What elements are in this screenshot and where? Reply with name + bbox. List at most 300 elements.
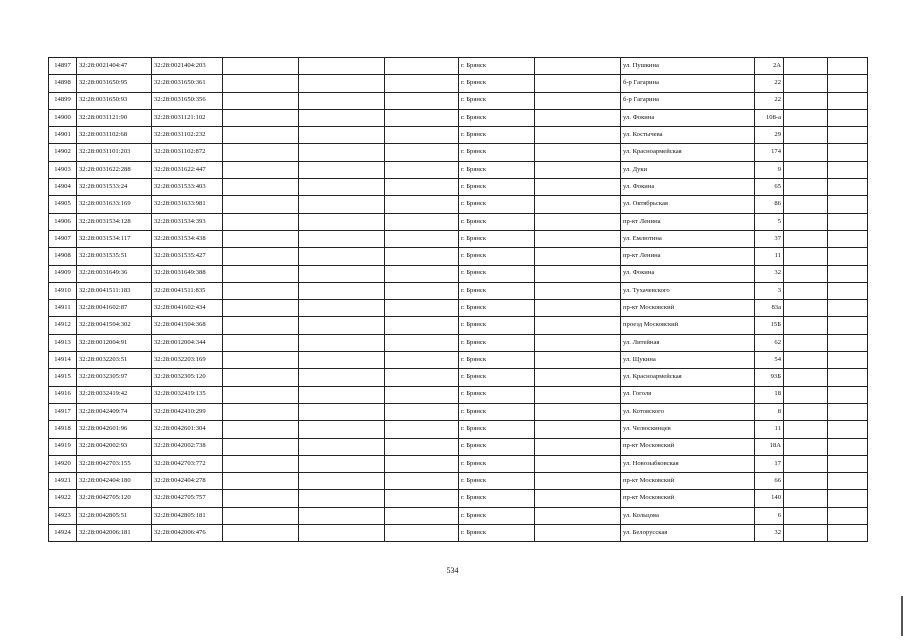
street-cell: ул. Костычева	[621, 127, 755, 144]
house-number-cell: 174	[755, 144, 784, 161]
empty-cell	[299, 92, 385, 109]
house-number-cell: 18	[755, 386, 784, 403]
cadastral-number-cell: 32:28:0031534:128	[77, 213, 152, 230]
empty-cell	[535, 127, 621, 144]
cadastral-number-cell: 32:28:0042002:93	[77, 438, 152, 455]
cadastral-number-cell: 32:28:0031121:102	[152, 109, 223, 126]
empty-cell	[299, 196, 385, 213]
empty-cell	[535, 248, 621, 265]
street-cell: ул. Фокина	[621, 265, 755, 282]
empty-cell	[299, 265, 385, 282]
cadastral-number-cell: 32:28:0031534:117	[77, 230, 152, 247]
street-cell: ул. Литейная	[621, 334, 755, 351]
empty-cell	[828, 179, 868, 196]
cadastral-number-cell: 32:28:0042409:74	[77, 403, 152, 420]
empty-cell	[828, 386, 868, 403]
empty-cell	[299, 161, 385, 178]
empty-cell	[828, 248, 868, 265]
street-cell: ул. Октябрьская	[621, 196, 755, 213]
table-row	[49, 213, 868, 230]
cadastral-number-cell: 32:28:0031535:427	[152, 248, 223, 265]
cadastral-number-cell: 32:28:0031650:95	[77, 75, 152, 92]
house-number-cell: 5	[755, 213, 784, 230]
empty-cell	[828, 265, 868, 282]
empty-cell	[784, 334, 828, 351]
empty-cell	[223, 317, 299, 334]
row-number-cell: 14909	[49, 265, 77, 282]
row-number-cell: 14910	[49, 282, 77, 299]
empty-cell	[299, 386, 385, 403]
empty-cell	[535, 196, 621, 213]
cadastral-number-cell: 32:28:0031101:203	[77, 144, 152, 161]
table-body	[49, 58, 868, 542]
city-cell: г. Брянск	[459, 161, 535, 178]
empty-cell	[299, 300, 385, 317]
empty-cell	[299, 109, 385, 126]
empty-cell	[828, 300, 868, 317]
empty-cell	[535, 144, 621, 161]
empty-cell	[784, 109, 828, 126]
street-cell: б-р Гагарина	[621, 92, 755, 109]
cadastral-number-cell: 32:28:0031622:288	[77, 161, 152, 178]
empty-cell	[828, 109, 868, 126]
table-row	[49, 144, 868, 161]
empty-cell	[385, 352, 459, 369]
row-number-cell: 14915	[49, 369, 77, 386]
empty-cell	[385, 282, 459, 299]
empty-cell	[535, 213, 621, 230]
street-cell: ул. Тухачевского	[621, 282, 755, 299]
city-cell: г. Брянск	[459, 58, 535, 75]
empty-cell	[385, 369, 459, 386]
street-cell: пр-кт Ленина	[621, 248, 755, 265]
row-number-cell: 14908	[49, 248, 77, 265]
empty-cell	[828, 352, 868, 369]
empty-cell	[784, 352, 828, 369]
cadastral-number-cell: 32:28:0042703:155	[77, 455, 152, 472]
empty-cell	[535, 421, 621, 438]
empty-cell	[385, 490, 459, 507]
row-number-cell: 14911	[49, 300, 77, 317]
table-row	[49, 438, 868, 455]
house-number-cell: 15Б	[755, 317, 784, 334]
empty-cell	[385, 300, 459, 317]
table-row	[49, 334, 868, 351]
row-number-cell: 14913	[49, 334, 77, 351]
empty-cell	[223, 92, 299, 109]
empty-cell	[784, 438, 828, 455]
cadastral-number-cell: 32:28:0031534:438	[152, 230, 223, 247]
street-cell: пр-кт Ленина	[621, 213, 755, 230]
city-cell: г. Брянск	[459, 403, 535, 420]
empty-cell	[299, 127, 385, 144]
empty-cell	[299, 75, 385, 92]
cadastral-number-cell: 32:28:0042601:96	[77, 421, 152, 438]
street-cell: пр-кт Московский	[621, 490, 755, 507]
cadastral-number-cell: 32:28:0042002:738	[152, 438, 223, 455]
empty-cell	[223, 334, 299, 351]
empty-cell	[223, 144, 299, 161]
empty-cell	[828, 230, 868, 247]
empty-cell	[223, 282, 299, 299]
cadastral-number-cell: 32:28:0042805:51	[77, 507, 152, 524]
city-cell: г. Брянск	[459, 421, 535, 438]
empty-cell	[535, 473, 621, 490]
empty-cell	[385, 213, 459, 230]
empty-cell	[784, 213, 828, 230]
empty-cell	[784, 421, 828, 438]
house-number-cell: 6	[755, 507, 784, 524]
empty-cell	[784, 386, 828, 403]
cadastral-number-cell: 32:28:0032419:42	[77, 386, 152, 403]
cadastral-number-cell: 32:28:0031102:872	[152, 144, 223, 161]
cadastral-number-cell: 32:28:0042404:180	[77, 473, 152, 490]
empty-cell	[223, 265, 299, 282]
empty-cell	[299, 282, 385, 299]
empty-cell	[535, 490, 621, 507]
house-number-cell: 54	[755, 352, 784, 369]
city-cell: г. Брянск	[459, 127, 535, 144]
empty-cell	[385, 161, 459, 178]
empty-cell	[784, 507, 828, 524]
street-cell: ул. Новозыбковская	[621, 455, 755, 472]
street-cell: ул. Емлютина	[621, 230, 755, 247]
table-row	[49, 455, 868, 472]
cadastral-number-cell: 32:28:0041511:183	[77, 282, 152, 299]
table-row	[49, 92, 868, 109]
empty-cell	[828, 473, 868, 490]
street-cell: ул. Пушкина	[621, 58, 755, 75]
empty-cell	[535, 230, 621, 247]
street-cell: пр-кт Московский	[621, 473, 755, 490]
street-cell: пр-кт Московский	[621, 300, 755, 317]
row-number-cell: 14914	[49, 352, 77, 369]
city-cell: г. Брянск	[459, 179, 535, 196]
empty-cell	[535, 265, 621, 282]
empty-cell	[535, 438, 621, 455]
empty-cell	[784, 455, 828, 472]
empty-cell	[535, 455, 621, 472]
cadastral-number-cell: 32:28:0031650:356	[152, 92, 223, 109]
empty-cell	[828, 92, 868, 109]
empty-cell	[784, 282, 828, 299]
empty-cell	[385, 196, 459, 213]
row-number-cell: 14916	[49, 386, 77, 403]
table-row	[49, 369, 868, 386]
cadastral-number-cell: 32:28:0031102:68	[77, 127, 152, 144]
street-cell: ул. Щукина	[621, 352, 755, 369]
empty-cell	[784, 58, 828, 75]
cadastral-number-cell: 32:28:0032305:120	[152, 369, 223, 386]
house-number-cell: 22	[755, 92, 784, 109]
empty-cell	[784, 525, 828, 542]
city-cell: г. Брянск	[459, 455, 535, 472]
table-row	[49, 109, 868, 126]
empty-cell	[299, 455, 385, 472]
empty-cell	[223, 248, 299, 265]
cadastral-number-cell: 32:28:0031650:93	[77, 92, 152, 109]
cadastral-number-cell: 32:28:0031650:361	[152, 75, 223, 92]
empty-cell	[828, 75, 868, 92]
table-row	[49, 248, 868, 265]
cadastral-number-cell: 32:28:0031633:169	[77, 196, 152, 213]
empty-cell	[784, 369, 828, 386]
city-cell: г. Брянск	[459, 92, 535, 109]
row-number-cell: 14923	[49, 507, 77, 524]
empty-cell	[299, 317, 385, 334]
empty-cell	[535, 92, 621, 109]
empty-cell	[828, 421, 868, 438]
empty-cell	[828, 490, 868, 507]
empty-cell	[299, 213, 385, 230]
empty-cell	[784, 248, 828, 265]
city-cell: г. Брянск	[459, 369, 535, 386]
empty-cell	[223, 230, 299, 247]
empty-cell	[223, 490, 299, 507]
cadastral-number-cell: 32:28:0032203:51	[77, 352, 152, 369]
cadastral-number-cell: 32:28:0031622:447	[152, 161, 223, 178]
empty-cell	[223, 386, 299, 403]
row-number-cell: 14918	[49, 421, 77, 438]
city-cell: г. Брянск	[459, 473, 535, 490]
city-cell: г. Брянск	[459, 386, 535, 403]
scan-edge-mark	[901, 596, 903, 636]
house-number-cell: 18А	[755, 438, 784, 455]
empty-cell	[223, 196, 299, 213]
empty-cell	[535, 75, 621, 92]
empty-cell	[385, 127, 459, 144]
empty-cell	[223, 421, 299, 438]
table-row	[49, 265, 868, 282]
table-row	[49, 300, 868, 317]
cadastral-number-cell: 32:28:0042404:278	[152, 473, 223, 490]
cadastral-number-cell: 32:28:0031533:403	[152, 179, 223, 196]
empty-cell	[535, 334, 621, 351]
cadastral-number-cell: 32:28:0012004:91	[77, 334, 152, 351]
city-cell: г. Брянск	[459, 352, 535, 369]
city-cell: г. Брянск	[459, 109, 535, 126]
table-row	[49, 127, 868, 144]
empty-cell	[535, 507, 621, 524]
row-number-cell: 14899	[49, 92, 77, 109]
empty-cell	[828, 507, 868, 524]
empty-cell	[784, 300, 828, 317]
cadastral-number-cell: 32:28:0031121:90	[77, 109, 152, 126]
table-row	[49, 317, 868, 334]
empty-cell	[299, 248, 385, 265]
row-number-cell: 14905	[49, 196, 77, 213]
empty-cell	[828, 317, 868, 334]
house-number-cell: 9	[755, 161, 784, 178]
empty-cell	[535, 300, 621, 317]
street-cell: пр-кт Московский	[621, 438, 755, 455]
cadastral-number-cell: 32:28:0032419:135	[152, 386, 223, 403]
street-cell: проезд Московский	[621, 317, 755, 334]
empty-cell	[385, 58, 459, 75]
empty-cell	[299, 58, 385, 75]
row-number-cell: 14898	[49, 75, 77, 92]
empty-cell	[223, 352, 299, 369]
house-number-cell: 65	[755, 179, 784, 196]
empty-cell	[784, 75, 828, 92]
cadastral-number-cell: 32:28:0042006:476	[152, 525, 223, 542]
empty-cell	[385, 403, 459, 420]
street-cell: ул. Красноармейская	[621, 144, 755, 161]
house-number-cell: 86	[755, 196, 784, 213]
empty-cell	[828, 213, 868, 230]
street-cell: ул. Фокина	[621, 179, 755, 196]
table-row	[49, 58, 868, 75]
empty-cell	[223, 525, 299, 542]
empty-cell	[223, 213, 299, 230]
empty-cell	[223, 455, 299, 472]
empty-cell	[535, 352, 621, 369]
empty-cell	[385, 438, 459, 455]
empty-cell	[385, 455, 459, 472]
city-cell: г. Брянск	[459, 282, 535, 299]
table-row	[49, 179, 868, 196]
empty-cell	[385, 421, 459, 438]
house-number-cell: 29	[755, 127, 784, 144]
empty-cell	[535, 403, 621, 420]
house-number-cell: 17	[755, 455, 784, 472]
row-number-cell: 14902	[49, 144, 77, 161]
empty-cell	[535, 369, 621, 386]
empty-cell	[784, 473, 828, 490]
empty-cell	[299, 352, 385, 369]
empty-cell	[535, 386, 621, 403]
city-cell: г. Брянск	[459, 334, 535, 351]
empty-cell	[223, 300, 299, 317]
cadastral-number-cell: 32:28:0021404:47	[77, 58, 152, 75]
house-number-cell: 93Б	[755, 369, 784, 386]
empty-cell	[784, 317, 828, 334]
street-cell: ул. Котовского	[621, 403, 755, 420]
cadastral-number-cell: 32:28:0031633:981	[152, 196, 223, 213]
row-number-cell: 14900	[49, 109, 77, 126]
city-cell: г. Брянск	[459, 75, 535, 92]
empty-cell	[535, 179, 621, 196]
cadastral-number-cell: 32:28:0031535:51	[77, 248, 152, 265]
empty-cell	[299, 179, 385, 196]
empty-cell	[535, 109, 621, 126]
cadastral-number-cell: 32:28:0031102:232	[152, 127, 223, 144]
street-cell: ул. Гоголя	[621, 386, 755, 403]
house-number-cell: 8	[755, 403, 784, 420]
empty-cell	[385, 507, 459, 524]
empty-cell	[223, 75, 299, 92]
empty-cell	[385, 334, 459, 351]
cadastral-number-cell: 32:28:0041511:835	[152, 282, 223, 299]
row-number-cell: 14919	[49, 438, 77, 455]
house-number-cell: 22	[755, 75, 784, 92]
street-cell: ул. Кольцова	[621, 507, 755, 524]
row-number-cell: 14907	[49, 230, 77, 247]
city-cell: г. Брянск	[459, 196, 535, 213]
house-number-cell: 108-а	[755, 109, 784, 126]
empty-cell	[223, 473, 299, 490]
empty-cell	[828, 455, 868, 472]
empty-cell	[385, 525, 459, 542]
empty-cell	[385, 92, 459, 109]
empty-cell	[828, 282, 868, 299]
empty-cell	[784, 161, 828, 178]
empty-cell	[299, 490, 385, 507]
street-cell: б-р Гагарина	[621, 75, 755, 92]
empty-cell	[299, 473, 385, 490]
cadastral-number-cell: 32:28:0041504:368	[152, 317, 223, 334]
empty-cell	[535, 282, 621, 299]
empty-cell	[223, 438, 299, 455]
empty-cell	[828, 144, 868, 161]
city-cell: г. Брянск	[459, 490, 535, 507]
street-cell: ул. Челюскинцев	[621, 421, 755, 438]
empty-cell	[385, 75, 459, 92]
table-row	[49, 161, 868, 178]
empty-cell	[223, 58, 299, 75]
row-number-cell: 14917	[49, 403, 77, 420]
empty-cell	[385, 265, 459, 282]
table-row	[49, 386, 868, 403]
city-cell: г. Брянск	[459, 144, 535, 161]
empty-cell	[784, 144, 828, 161]
cadastral-number-cell: 32:28:0031533:24	[77, 179, 152, 196]
street-cell: ул. Дуки	[621, 161, 755, 178]
empty-cell	[535, 58, 621, 75]
row-number-cell: 14901	[49, 127, 77, 144]
table-row	[49, 507, 868, 524]
city-cell: г. Брянск	[459, 213, 535, 230]
empty-cell	[828, 127, 868, 144]
house-number-cell: 83а	[755, 300, 784, 317]
page-number: 534	[446, 566, 459, 575]
empty-cell	[784, 403, 828, 420]
street-cell: ул. Фокина	[621, 109, 755, 126]
house-number-cell: 37	[755, 230, 784, 247]
city-cell: г. Брянск	[459, 507, 535, 524]
empty-cell	[828, 403, 868, 420]
cadastral-number-cell: 32:28:0042703:772	[152, 455, 223, 472]
house-number-cell: 140	[755, 490, 784, 507]
cadastral-number-cell: 32:28:0032203:169	[152, 352, 223, 369]
cadastral-number-cell: 32:28:0042705:757	[152, 490, 223, 507]
city-cell: г. Брянск	[459, 230, 535, 247]
empty-cell	[784, 92, 828, 109]
cadastral-number-cell: 32:28:0031649:36	[77, 265, 152, 282]
empty-cell	[299, 230, 385, 247]
empty-cell	[385, 179, 459, 196]
empty-cell	[299, 438, 385, 455]
row-number-cell: 14922	[49, 490, 77, 507]
row-number-cell: 14904	[49, 179, 77, 196]
empty-cell	[828, 438, 868, 455]
empty-cell	[784, 127, 828, 144]
row-number-cell: 14903	[49, 161, 77, 178]
empty-cell	[299, 144, 385, 161]
empty-cell	[299, 525, 385, 542]
empty-cell	[385, 386, 459, 403]
table-row	[49, 196, 868, 213]
empty-cell	[385, 109, 459, 126]
house-number-cell: 62	[755, 334, 784, 351]
empty-cell	[828, 334, 868, 351]
cadastral-number-cell: 32:28:0041602:87	[77, 300, 152, 317]
street-cell: ул. Красноармейская	[621, 369, 755, 386]
city-cell: г. Брянск	[459, 525, 535, 542]
row-number-cell: 14897	[49, 58, 77, 75]
address-register-table	[48, 57, 868, 542]
house-number-cell: 11	[755, 248, 784, 265]
